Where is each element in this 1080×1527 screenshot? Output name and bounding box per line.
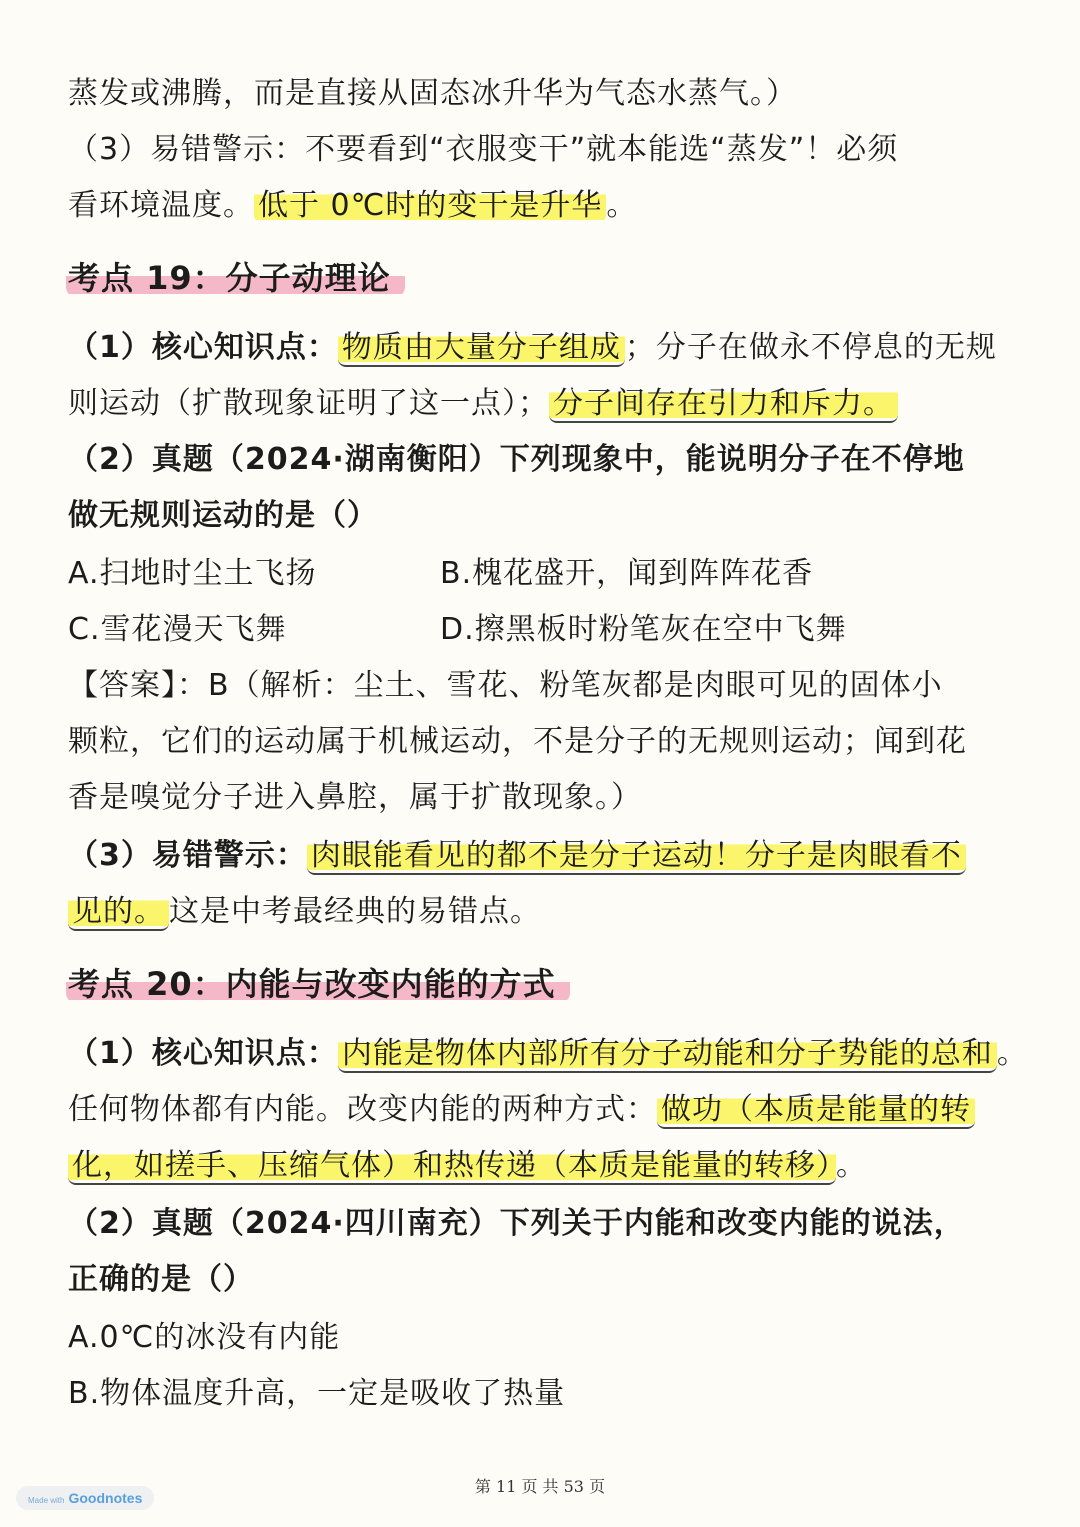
text-line: 任何物体都有内能。改变内能的两种方式： 做功（本质是能量的转 (68, 1090, 1022, 1130)
text-line: （1）核心知识点： 物质由大量分子组成 ；分子在做永不停息的无规 (68, 330, 997, 365)
option-row (68, 610, 1022, 650)
highlight: 见的。 (68, 894, 169, 931)
text-line: 蒸发或沸腾，而是直接从固态冰升华为气态水蒸气。） (68, 76, 797, 111)
option-d: D.擦黑板时粉笔灰在空中飞舞 (440, 612, 847, 647)
answer-line: 【答案】：B（解析：尘土、雪花、粉笔灰都是肉眼可见的固体小 (68, 668, 943, 703)
highlight: 做功（本质是能量的转 (657, 1092, 975, 1129)
text-line: 化，如搓手、压缩气体）和热传递（本质是能量的转移） 。 (68, 1146, 1022, 1186)
highlight: 内能是物体内部所有分子动能和分子势能的总和 (338, 1036, 997, 1073)
highlight: 肉眼能看见的都不是分子运动！分子是肉眼看不 (307, 838, 966, 875)
answer-line: 颗粒，它们的运动属于机械运动，不是分子的无规则运动；闻到花 (68, 724, 967, 759)
section-heading: 考点 20：内能与改变内能的方式 (68, 964, 1022, 1004)
option-b: B.槐花盛开，闻到阵阵花香 (440, 556, 814, 591)
answer-line: 香是嗅觉分子进入鼻腔，属于扩散现象。） (68, 780, 642, 815)
highlight: 低于 0℃时的变干是升华 (254, 188, 606, 223)
text-line: （3）易错警示： 肉眼能看见的都不是分子运动！分子是肉眼看不 (68, 836, 1022, 876)
option-a: A.扫地时尘土飞扬 (68, 556, 317, 591)
highlight: 物质由大量分子组成 (338, 330, 625, 367)
text-line: 见的。 这是中考最经典的易错点。 (68, 892, 1022, 932)
option-row (68, 554, 1022, 594)
question-line: （2）真题（2024·四川南充）下列关于内能和改变内能的说法， (68, 1206, 965, 1241)
highlight: 化，如搓手、压缩气体）和热传递（本质是能量的转移） (68, 1148, 836, 1185)
option-line: B.物体温度升高，一定是吸收了热量 (68, 1376, 566, 1411)
option-c: C.雪花漫天飞舞 (68, 612, 287, 647)
text-line: （1）核心知识点： 内能是物体内部所有分子动能和分子势能的总和 。 (68, 1036, 1028, 1071)
text-line: 则运动（扩散现象证明了这一点）； 分子间存在引力和斥力。 (68, 384, 1022, 424)
question-line: 正确的是（） (68, 1262, 254, 1297)
highlight: 分子间存在引力和斥力。 (549, 386, 898, 423)
goodnotes-badge: Made with Goodnotes (16, 1486, 154, 1510)
question-line: （2）真题（2024·湖南衡阳）下列现象中，能说明分子在不停地 (68, 442, 965, 477)
section-heading: 考点 19：分子动理论 (68, 258, 1022, 298)
question-line: 做无规则运动的是（） (68, 498, 378, 533)
page-number: 第 11 页 共 53 页 (474, 1477, 606, 1496)
text-line: 看环境温度。 低于 0℃时的变干是升华 。 (68, 188, 638, 223)
text-line: （3）易错警示：不要看到“衣服变干”就本能选“蒸发”！必须 (68, 132, 899, 167)
option-line: A.0℃的冰没有内能 (68, 1320, 341, 1355)
